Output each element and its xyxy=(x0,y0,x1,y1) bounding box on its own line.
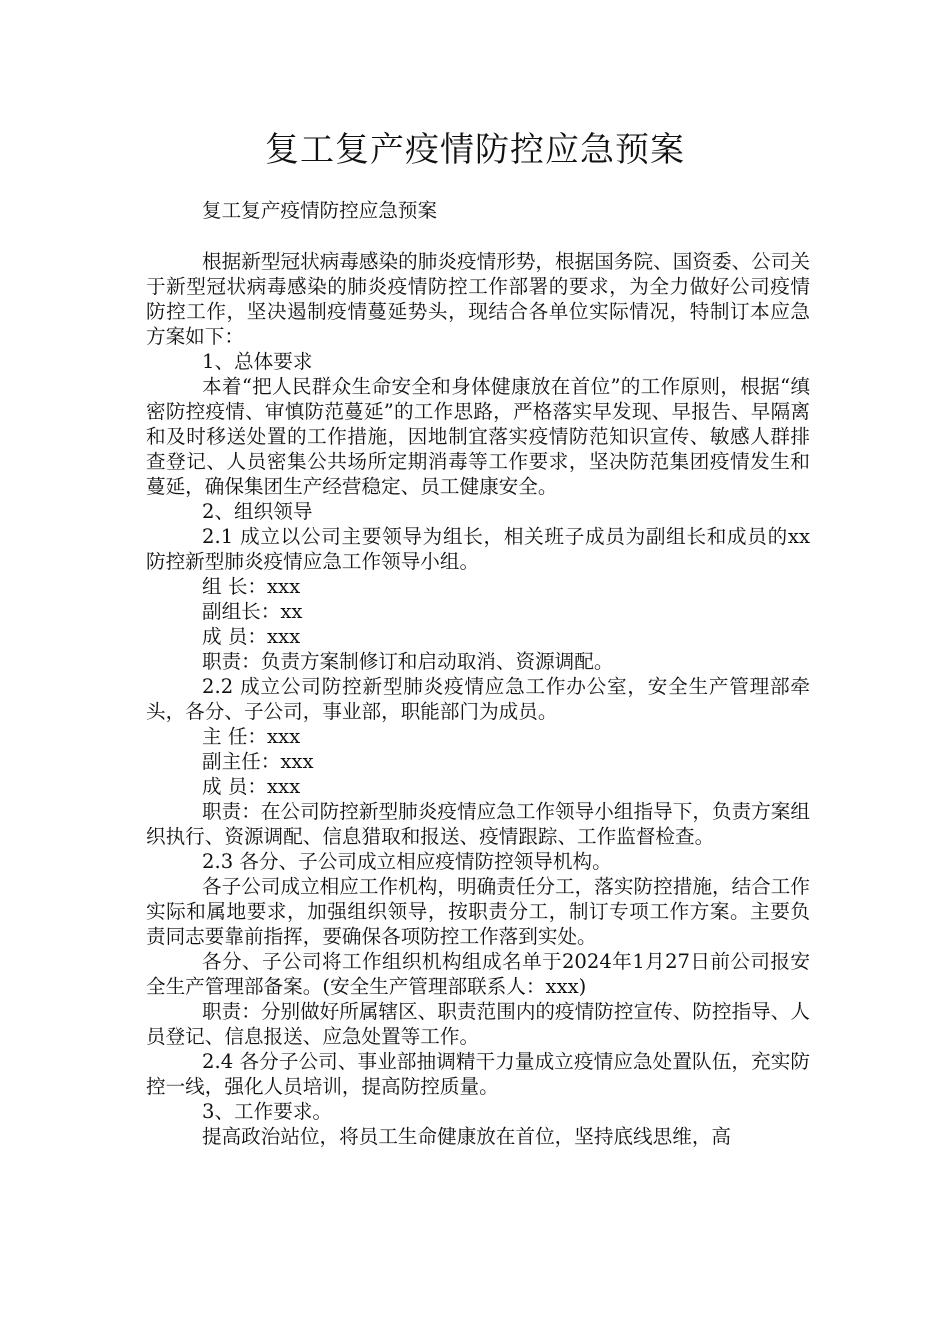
paragraph: 各子公司成立相应工作机构，明确责任分工，落实防控措施，结合工作实际和属地要求，加强组织领导，按职责分工，制订专项工作方案。主要负责同志要靠前指挥，要确保各项防控工作落到实处。 xyxy=(146,875,810,948)
paragraph: 2.4 各分子公司、事业部抽调精干力量成立疫情应急处置队伍，充实防控一线，强化人员培训，提高防控质量。 xyxy=(146,1050,810,1098)
paragraph: 职责：分别做好所属辖区、职责范围内的疫情防控宣传、防控指导、人员登记、信息报送、应急处置等工作。 xyxy=(146,1000,810,1048)
roster-line: 组 长：xxx xyxy=(202,575,301,598)
document-subtitle: 复工复产疫情防控应急预案 xyxy=(202,199,438,222)
paragraph: 本着“把人民群众生命安全和身体健康放在首位”的工作原则，根据“缜密防控疫情、审慎防范蔓延”的工作思路，严格落实早发现、早报告、早隔离和及时移送处置的工作措施，因地制宜落实疫情防范知识宣传、敏感人群排查登记、人员密集公共场所定期消毒等工作要求，坚决防范集团疫情发生和蔓延，确保集团生产经营稳定、员工健康安全。 xyxy=(146,375,810,498)
paragraph-gap xyxy=(146,223,810,249)
section-heading: 2、组织领导 xyxy=(202,500,313,523)
paragraph: 根据新型冠状病毒感染的肺炎疫情形势，根据国务院、国资委、公司关于新型冠状病毒感染的肺炎疫情防控工作部署的要求，为全力做好公司疫情防控工作，坚决遏制疫情蔓延势头，现结合各单位实际情况，特制订本应急方案如下： xyxy=(146,250,810,348)
paragraph: 2.1 成立以公司主要领导为组长，相关班子成员为副组长和成员的xx防控新型肺炎疫情应急工作领导小组。 xyxy=(146,525,810,573)
roster-line: 成 员：xxx xyxy=(202,775,301,798)
document-body xyxy=(146,198,810,1149)
section-heading: 1、总体要求 xyxy=(202,350,313,373)
paragraph: 提高政治站位，将员工生命健康放在首位，坚持底线思维，高 xyxy=(202,1125,732,1148)
section-heading: 3、工作要求。 xyxy=(202,1100,333,1123)
paragraph: 各分、子公司将工作组织机构组成名单于2024年1月27日前公司报安全生产管理部备案。(安全生产管理部联系人：xxx) xyxy=(146,950,810,998)
paragraph: 2.3 各分、子公司成立相应疫情防控领导机构。 xyxy=(202,850,612,873)
roster-line: 成 员：xxx xyxy=(202,625,301,648)
roster-line: 副组长：xx xyxy=(202,600,303,623)
roster-line: 副主任：xxx xyxy=(202,750,314,773)
paragraph: 职责：在公司防控新型肺炎疫情应急工作领导小组指导下，负责方案组织执行、资源调配、信息猎取和报送、疫情跟踪、工作监督检查。 xyxy=(146,800,810,848)
paragraph: 2.2 成立公司防控新型肺炎疫情应急工作办公室，安全生产管理部牵头，各分、子公司，事业部，职能部门为成员。 xyxy=(146,675,810,723)
paragraph: 职责：负责方案制修订和启动取消、资源调配。 xyxy=(202,650,614,673)
document-title: 复工复产疫情防控应急预案 xyxy=(265,130,685,170)
roster-line: 主 任：xxx xyxy=(202,725,301,748)
